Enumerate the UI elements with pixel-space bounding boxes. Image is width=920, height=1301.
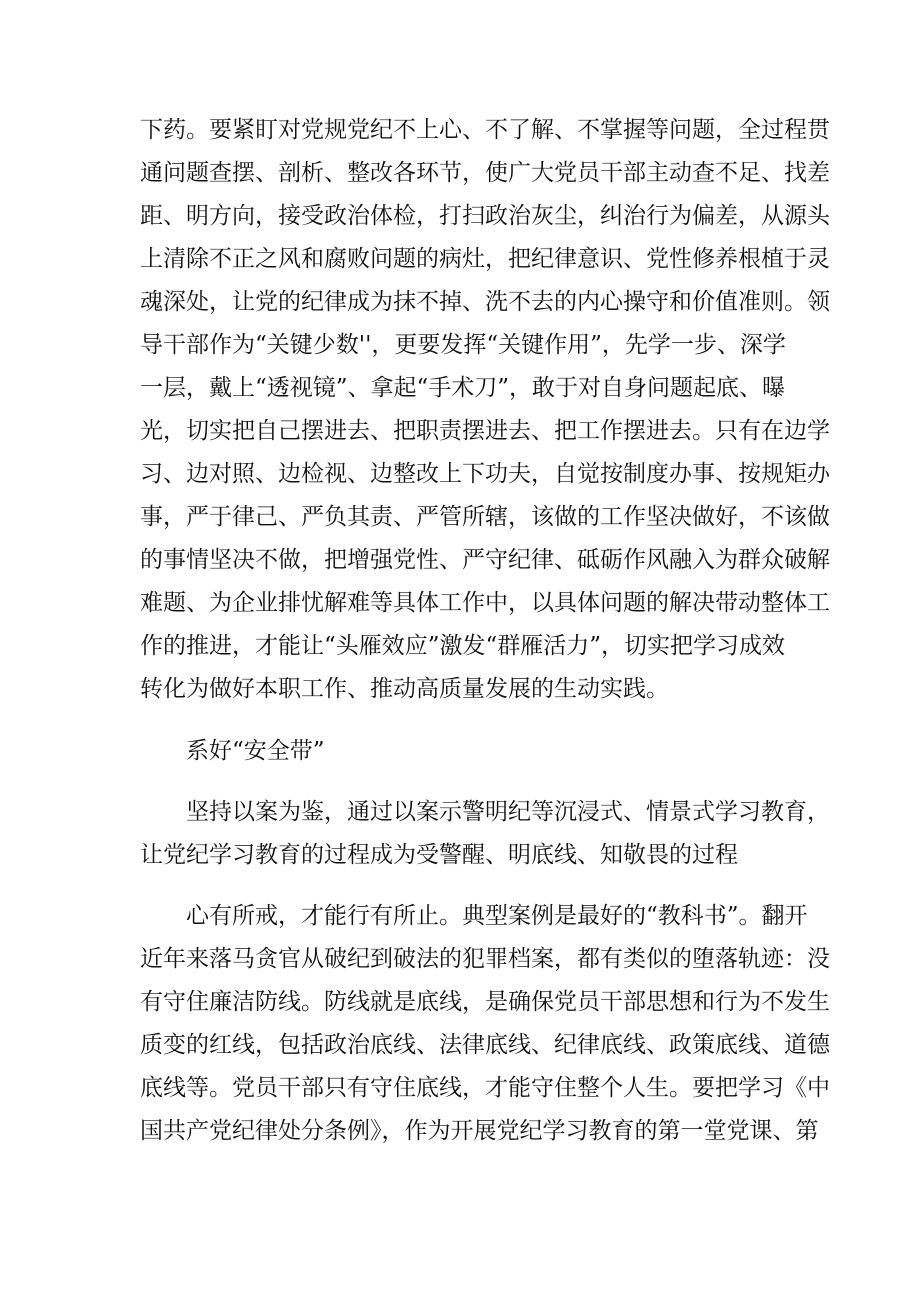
- paragraph-1-line-3: 距、明方向，接受政治体检，打扫政治灰尘，纠治行为偏差，从源头: [140, 203, 830, 229]
- section-heading: 系好“安全带”: [186, 738, 325, 764]
- paragraph-1-line-1: 下药。要紧盯对党规党纪不上心、不了解、不掌握等问题，全过程贯: [140, 117, 830, 143]
- paragraph-2-line-1: 坚持以案为鉴，通过以案示警明纪等沉浸式、情景式学习教育，: [186, 799, 830, 825]
- paragraph-1-line-13: 作的推进，才能让“头雁效应”激发“群雁活力”，切实把学习成效: [140, 633, 786, 659]
- paragraph-3-line-2: 近年来落马贪官从破纪到破法的犯罪档案，都有类似的堕落轨迹：没: [140, 946, 830, 972]
- paragraph-3-line-5: 底线等。党员干部只有守住底线，才能守住整个人生。要把学习《中: [140, 1075, 830, 1101]
- paragraph-1-line-8: 光，切实把自己摆进去、把职责摆进去、把工作摆进去。只有在边学: [140, 418, 830, 444]
- paragraph-1-line-4: 上清除不正之风和腐败问题的病灶，把纪律意识、党性修养根植于灵: [140, 246, 830, 272]
- paragraph-1-line-7: 一层，戴上“透视镜”、拿起“手术刀”，敢于对自身问题起底、曝: [140, 375, 786, 401]
- paragraph-1-line-10: 事，严于律己、严负其责、严管所辖，该做的工作坚决做好，不该做: [140, 504, 830, 530]
- paragraph-1-line-9: 习、边对照、边检视、边整改上下功夫，自觉按制度办事、按规矩办: [140, 461, 830, 487]
- paragraph-3-line-6: 国共产党纪律处分条例》，作为开展党纪学习教育的第一堂党课、第: [140, 1118, 819, 1144]
- paragraph-3-line-4: 质变的红线，包括政治底线、法律底线、纪律底线、政策底线、道德: [140, 1032, 830, 1058]
- paragraph-1-line-12: 难题、为企业排忧解难等具体工作中，以具体问题的解决带动整体工: [140, 590, 830, 616]
- paragraph-1-line-6: 导干部作为“关键少数''，更要发挥“关键作用”，先学一步、深学: [140, 332, 786, 358]
- paragraph-1-line-14: 转化为做好本职工作、推动高质量发展的生动实践。: [140, 676, 669, 702]
- paragraph-3-line-3: 有守住廉洁防线。防线就是底线，是确保党员干部思想和行为不发生: [140, 989, 830, 1015]
- paragraph-1-line-11: 的事情坚决不做，把增强党性、严守纪律、砥砺作风融入为群众破解: [140, 547, 830, 573]
- paragraph-3-line-1: 心有所戒，才能行有所止。典型案例是最好的“教科书”。翻开: [186, 903, 808, 929]
- paragraph-2-line-2: 让党纪学习教育的过程成为受警醒、明底线、知敬畏的过程: [140, 842, 738, 868]
- paragraph-1-line-5: 魂深处，让党的纪律成为抹不掉、洗不去的内心操守和价值准则。领: [140, 289, 830, 315]
- paragraph-1-line-2: 通问题查摆、剖析、整改各环节，使广大党员干部主动查不足、找差: [140, 160, 830, 186]
